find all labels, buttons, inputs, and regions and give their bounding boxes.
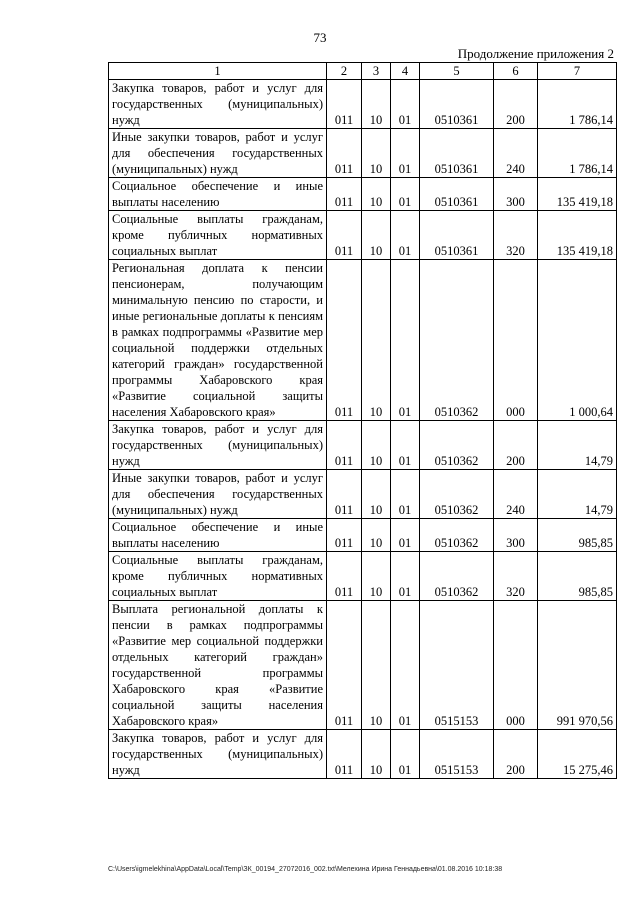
row-cell-col5: 0515153 bbox=[420, 601, 494, 730]
row-cell-col2: 011 bbox=[327, 470, 362, 519]
row-name-cell: Закупка товаров, работ и услуг для государственных (муниципальных) нужд bbox=[109, 421, 327, 470]
file-path-footer: C:\Users\igmelekhina\AppData\Local\Temp\ЗК_00194_27072016_002.txt\Мелехина Ирина Геннадьевна\01.08.2016 10:18:38 bbox=[108, 866, 503, 873]
budget-table bbox=[108, 62, 617, 779]
row-name-cell: Социальные выплаты гражданам, кроме публичных нормативных социальных выплат bbox=[109, 552, 327, 601]
row-cell-col6: 300 bbox=[494, 519, 538, 552]
table-row bbox=[109, 470, 617, 519]
row-cell-col4: 01 bbox=[391, 552, 420, 601]
header-col-6: 6 bbox=[494, 63, 538, 80]
row-cell-col2: 011 bbox=[327, 552, 362, 601]
row-cell-col2: 011 bbox=[327, 80, 362, 129]
row-cell-col6: 200 bbox=[494, 421, 538, 470]
row-cell-col3: 10 bbox=[362, 260, 391, 421]
row-cell-col5: 0510361 bbox=[420, 80, 494, 129]
table-row bbox=[109, 178, 617, 211]
row-cell-col2: 011 bbox=[327, 129, 362, 178]
row-cell-col6: 000 bbox=[494, 260, 538, 421]
row-cell-col3: 10 bbox=[362, 178, 391, 211]
row-cell-col3: 10 bbox=[362, 730, 391, 779]
row-amount-cell: 135 419,18 bbox=[538, 211, 617, 260]
row-cell-col6: 300 bbox=[494, 178, 538, 211]
row-amount-cell: 15 275,46 bbox=[538, 730, 617, 779]
row-amount-cell: 985,85 bbox=[538, 519, 617, 552]
row-amount-cell: 14,79 bbox=[538, 421, 617, 470]
row-cell-col3: 10 bbox=[362, 421, 391, 470]
row-cell-col2: 011 bbox=[327, 260, 362, 421]
row-amount-cell: 1 786,14 bbox=[538, 80, 617, 129]
row-cell-col6: 240 bbox=[494, 129, 538, 178]
row-cell-col4: 01 bbox=[391, 80, 420, 129]
row-amount-cell: 14,79 bbox=[538, 470, 617, 519]
header-col-5: 5 bbox=[420, 63, 494, 80]
header-row bbox=[109, 63, 617, 80]
row-cell-col6: 200 bbox=[494, 80, 538, 129]
row-cell-col2: 011 bbox=[327, 519, 362, 552]
row-name-cell: Социальное обеспечение и иные выплаты населению bbox=[109, 519, 327, 552]
row-cell-col6: 000 bbox=[494, 601, 538, 730]
row-cell-col2: 011 bbox=[327, 601, 362, 730]
row-cell-col2: 011 bbox=[327, 421, 362, 470]
row-name-cell: Выплата региональной доплаты к пенсии в рамках подпрограммы «Развитие мер социальной поддержки отдельных категорий граждан» государственной программы Хабаровского края «Развитие социальной защиты населения Хабаровского края» bbox=[109, 601, 327, 730]
row-cell-col5: 0510362 bbox=[420, 519, 494, 552]
row-cell-col4: 01 bbox=[391, 519, 420, 552]
row-cell-col6: 320 bbox=[494, 552, 538, 601]
row-cell-col5: 0510362 bbox=[420, 260, 494, 421]
row-cell-col4: 01 bbox=[391, 178, 420, 211]
row-cell-col4: 01 bbox=[391, 470, 420, 519]
row-cell-col5: 0510362 bbox=[420, 421, 494, 470]
row-name-cell: Закупка товаров, работ и услуг для государственных (муниципальных) нужд bbox=[109, 80, 327, 129]
row-name-cell: Социальные выплаты гражданам, кроме публичных нормативных социальных выплат bbox=[109, 211, 327, 260]
row-cell-col3: 10 bbox=[362, 519, 391, 552]
row-cell-col4: 01 bbox=[391, 730, 420, 779]
row-cell-col3: 10 bbox=[362, 470, 391, 519]
row-cell-col5: 0515153 bbox=[420, 730, 494, 779]
row-amount-cell: 1 786,14 bbox=[538, 129, 617, 178]
row-amount-cell: 1 000,64 bbox=[538, 260, 617, 421]
table-row bbox=[109, 421, 617, 470]
table-row bbox=[109, 730, 617, 779]
row-cell-col3: 10 bbox=[362, 601, 391, 730]
row-cell-col4: 01 bbox=[391, 260, 420, 421]
table-row bbox=[109, 80, 617, 129]
row-cell-col2: 011 bbox=[327, 178, 362, 211]
header-col-3: 3 bbox=[362, 63, 391, 80]
row-cell-col4: 01 bbox=[391, 601, 420, 730]
row-cell-col4: 01 bbox=[391, 421, 420, 470]
row-cell-col3: 10 bbox=[362, 129, 391, 178]
row-cell-col5: 0510362 bbox=[420, 470, 494, 519]
table-row bbox=[109, 211, 617, 260]
row-cell-col5: 0510361 bbox=[420, 129, 494, 178]
row-cell-col5: 0510362 bbox=[420, 552, 494, 601]
row-cell-col3: 10 bbox=[362, 211, 391, 260]
header-col-1: 1 bbox=[109, 63, 327, 80]
row-amount-cell: 991 970,56 bbox=[538, 601, 617, 730]
row-cell-col4: 01 bbox=[391, 211, 420, 260]
table-row bbox=[109, 260, 617, 421]
row-name-cell: Иные закупки товаров, работ и услуг для обеспечения государственных (муниципальных) нужд bbox=[109, 470, 327, 519]
row-cell-col6: 240 bbox=[494, 470, 538, 519]
row-name-cell: Закупка товаров, работ и услуг для государственных (муниципальных) нужд bbox=[109, 730, 327, 779]
table-row bbox=[109, 129, 617, 178]
page-number: 73 bbox=[313, 30, 327, 45]
row-name-cell: Социальное обеспечение и иные выплаты населению bbox=[109, 178, 327, 211]
row-cell-col6: 200 bbox=[494, 730, 538, 779]
header-col-2: 2 bbox=[327, 63, 362, 80]
header-col-4: 4 bbox=[391, 63, 420, 80]
row-cell-col3: 10 bbox=[362, 80, 391, 129]
table-row bbox=[109, 519, 617, 552]
row-amount-cell: 985,85 bbox=[538, 552, 617, 601]
row-cell-col5: 0510361 bbox=[420, 211, 494, 260]
continuation-label: Продолжение приложения 2 bbox=[457, 46, 614, 61]
row-cell-col5: 0510361 bbox=[420, 178, 494, 211]
table-row bbox=[109, 552, 617, 601]
row-cell-col3: 10 bbox=[362, 552, 391, 601]
row-amount-cell: 135 419,18 bbox=[538, 178, 617, 211]
row-cell-col4: 01 bbox=[391, 129, 420, 178]
row-cell-col2: 011 bbox=[327, 211, 362, 260]
row-name-cell: Иные закупки товаров, работ и услуг для обеспечения государственных (муниципальных) нужд bbox=[109, 129, 327, 178]
row-cell-col2: 011 bbox=[327, 730, 362, 779]
header-col-7: 7 bbox=[538, 63, 617, 80]
row-name-cell: Региональная доплата к пенсии пенсионерам, получающим минимальную пенсию по старости, и иные региональные доплаты к пенсиям в рамках подпрограммы «Развитие мер социальной поддержки отдельных категорий граждан» государственной программы Хабаровского края «Развитие социальной защиты населения Хабаровского края» bbox=[109, 260, 327, 421]
row-cell-col6: 320 bbox=[494, 211, 538, 260]
table-row bbox=[109, 601, 617, 730]
